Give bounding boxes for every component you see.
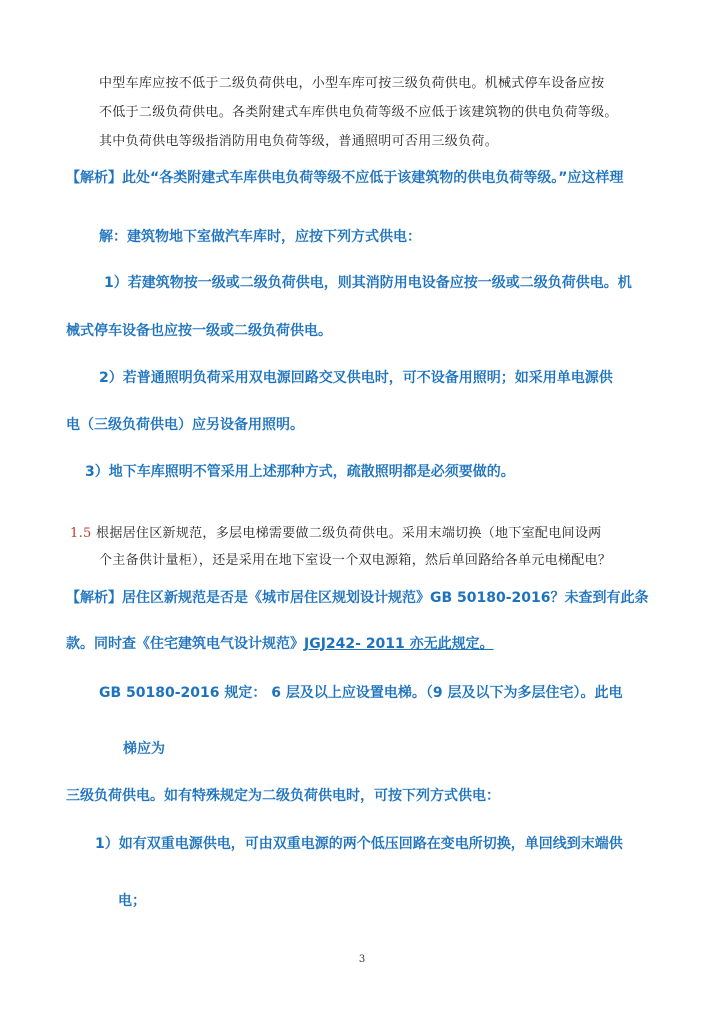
- question-line: 个主备供计量柜），还是采用在地下室设一个双电源箱，然后单回路给各单元电梯配电？: [99, 553, 612, 568]
- answer-line: 1）若建筑物按一级或二级负荷供电，则其消防用电设备应按一级或二级负荷供电。机: [104, 275, 632, 291]
- answer-line: GB 50180-2016 规定： 6 层及以上应设置电梯。（9 层及以下为多层住宅）。此电: [99, 685, 623, 701]
- answer-line: 【解析】居住区新规范是否是《城市居住区规划设计规范》GB 50180-2016？未查到有此条: [66, 590, 649, 606]
- jgj242-link[interactable]: JGJ242- 2011 亦无此规定。: [304, 636, 494, 652]
- answer-line: 3）地下车库照明不管采用上述那种方式，疏散照明都是必须要做的。: [85, 464, 515, 480]
- answer-line: [66, 633, 494, 653]
- question-line: 不低于二级负荷供电。各类附建式车库供电负荷等级不应低于该建筑物的供电负荷等级。: [99, 105, 618, 120]
- answer-line: 2）若普通照明负荷采用双电源回路交叉供电时，可不设备用照明；如采用单电源供: [99, 370, 613, 386]
- question-text: 根据居住区新规范，多层电梯需要做二级负荷供电。采用末端切换（地下室配电间设两: [96, 526, 602, 541]
- question-line: 中型车库应按不低于二级负荷供电，小型车库可按三级负荷供电。机械式停车设备应按: [99, 76, 605, 91]
- answer-line: 【解析】此处“各类附建式车库供电负荷等级不应低于该建筑物的供电负荷等级。”应这样理: [66, 170, 624, 186]
- answer-line: 1）如有双重电源供电，可由双重电源的两个低压回路在变电所切换，单回线到末端供: [95, 836, 623, 852]
- answer-line: 梯应为: [123, 741, 165, 757]
- answer-line: 电（三级负荷供电）应另设备用照明。: [66, 417, 304, 433]
- question-line: [70, 522, 601, 541]
- answer-text: 款。同时查《住宅建筑电气设计规范》: [66, 636, 304, 652]
- question-number: 1.5: [70, 526, 92, 541]
- question-line: 其中负荷供电等级指消防用电负荷等级，普通照明可否用三级负荷。: [99, 134, 499, 149]
- page-number: 3: [358, 954, 366, 965]
- answer-line: 电；: [118, 893, 146, 909]
- answer-line: 三级负荷供电。如有特殊规定为二级负荷供电时，可按下列方式供电：: [66, 788, 500, 804]
- answer-line: 械式停车设备也应按一级或二级负荷供电。: [66, 323, 332, 339]
- answer-line: 解：建筑物地下室做汽车库时，应按下列方式供电：: [99, 229, 421, 245]
